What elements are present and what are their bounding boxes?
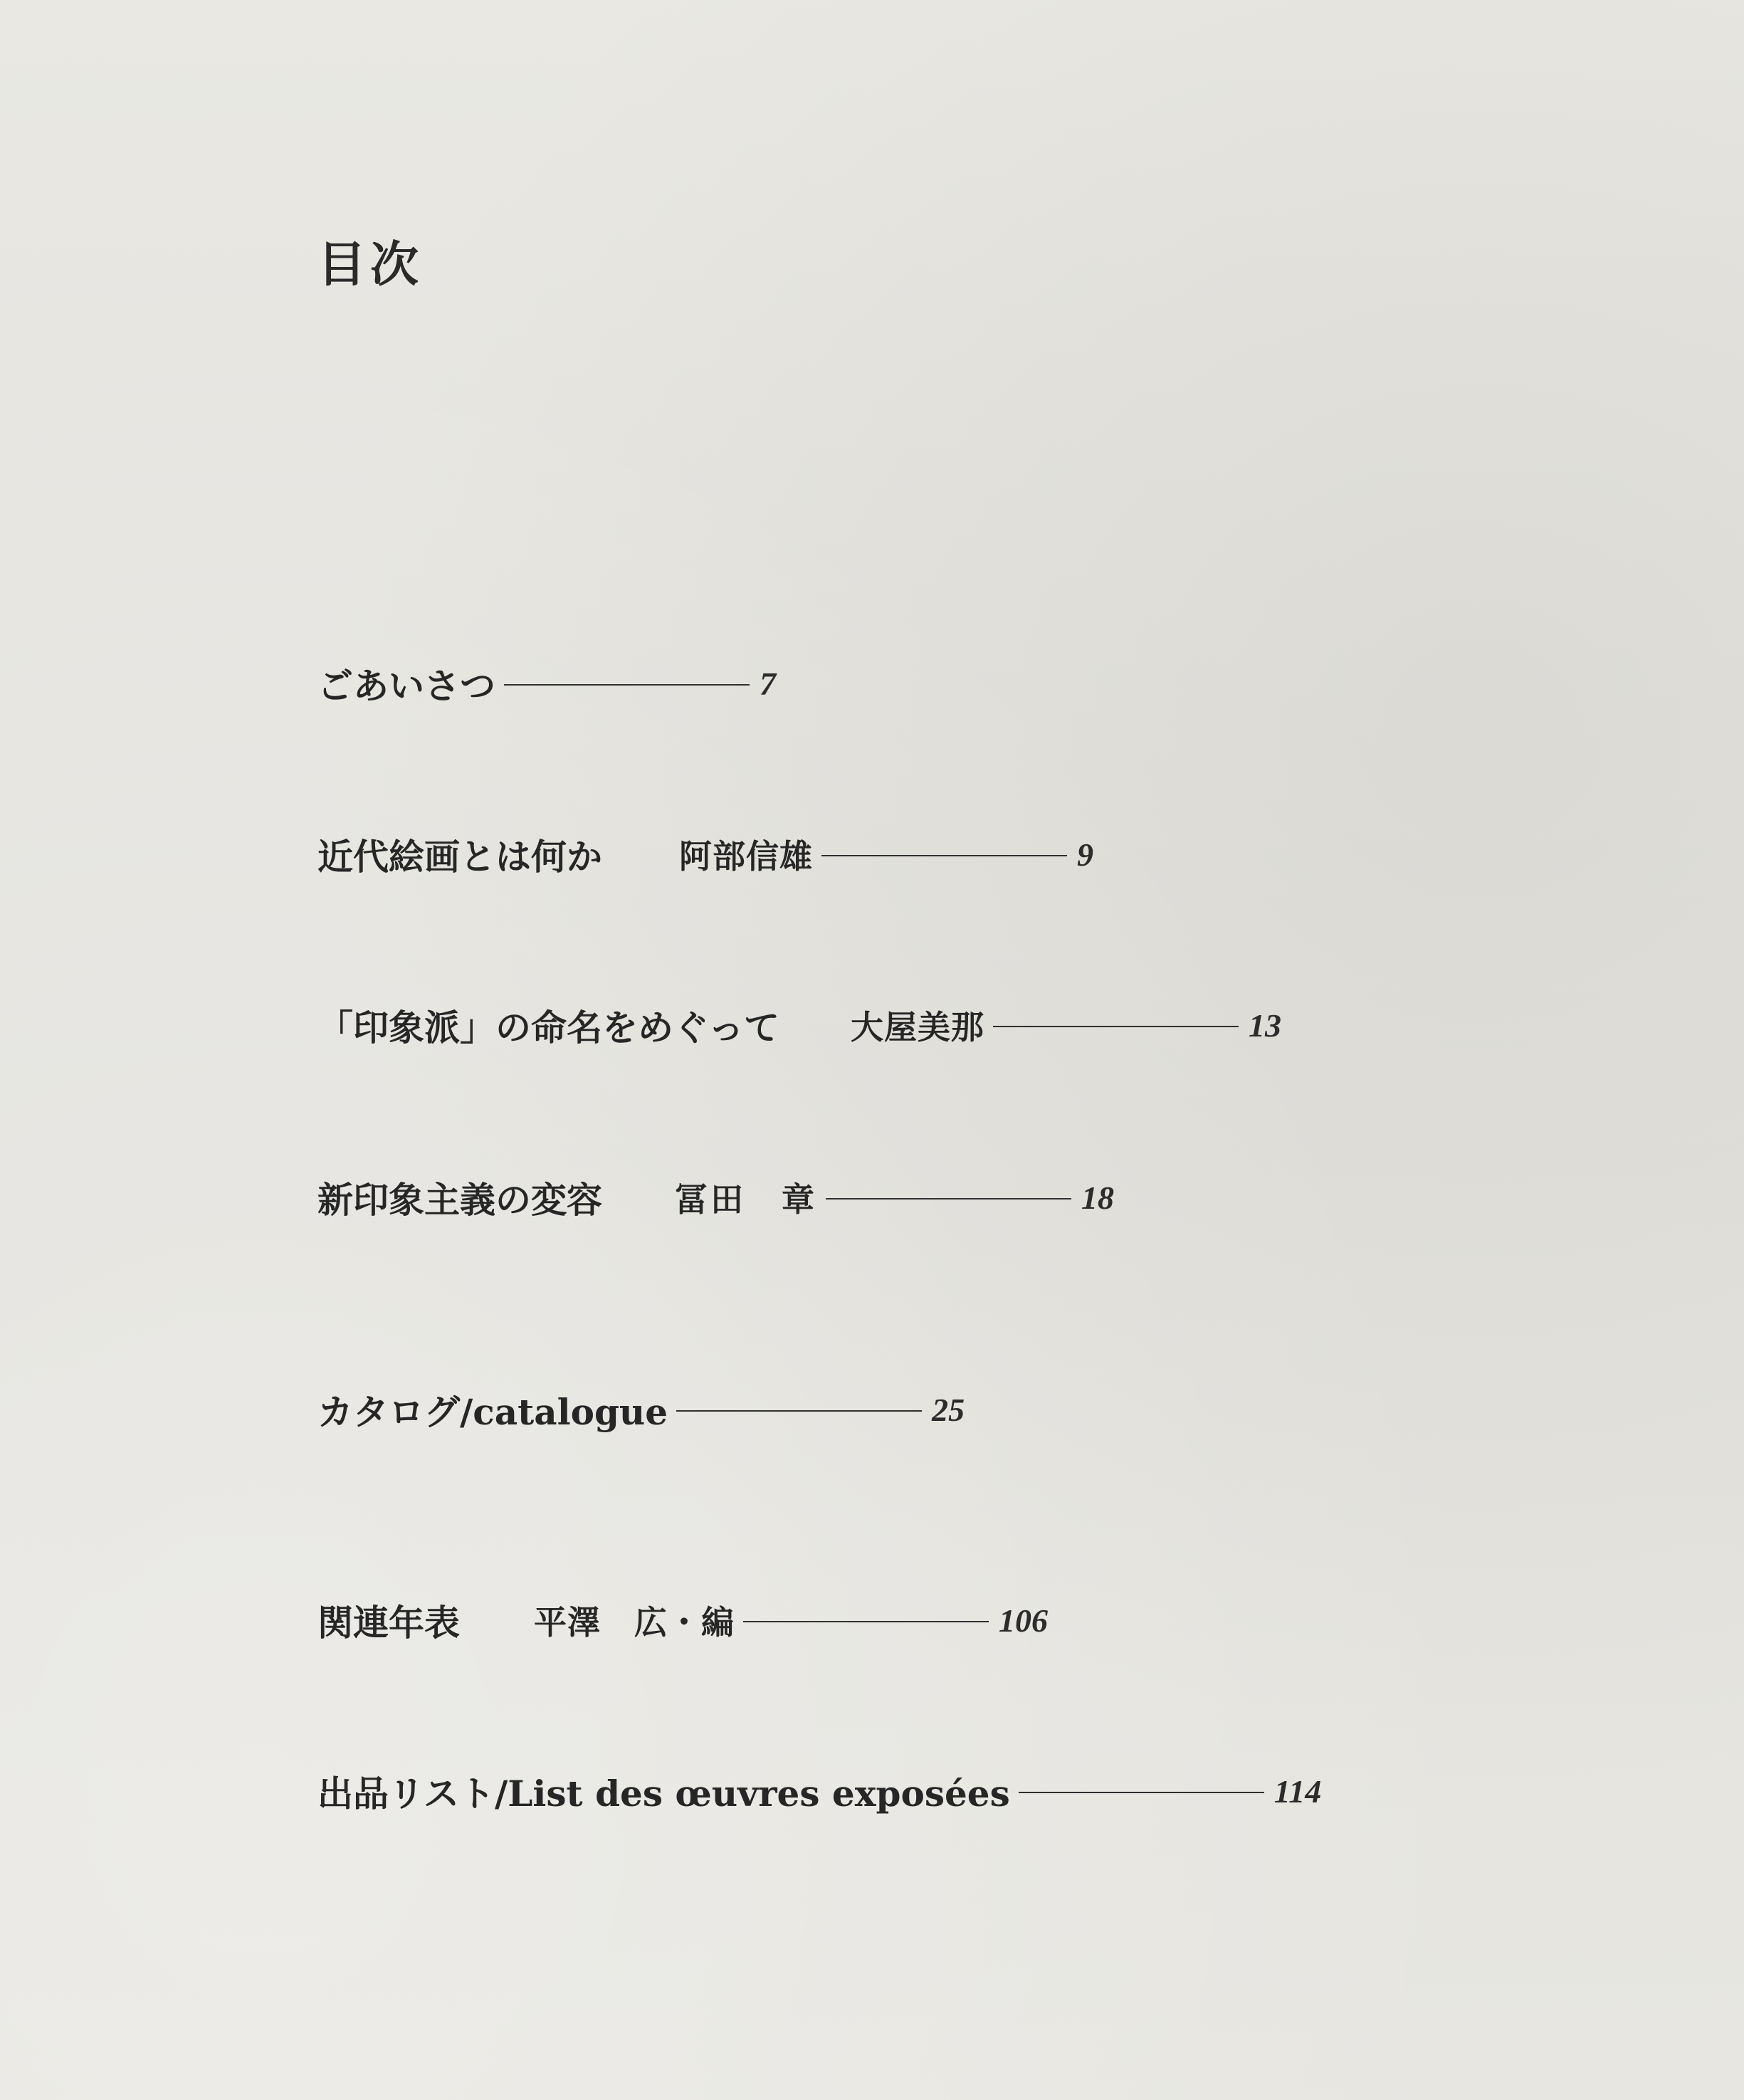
leader-line: [676, 1410, 922, 1412]
toc-entry-title: 出品リスト/List des œuvres exposées: [317, 1773, 1010, 1815]
toc-entry-works-list[interactable]: [317, 1763, 1321, 1820]
toc-page-number: 13: [1249, 1007, 1281, 1044]
toc-entry-neo-impressionism[interactable]: [317, 1169, 1114, 1226]
toc-page-number: 114: [1273, 1773, 1322, 1810]
leader-line: [826, 1198, 1071, 1199]
toc-entry-title: 新印象主義の変容: [317, 1179, 602, 1221]
toc-entry-chronology[interactable]: [317, 1592, 1048, 1649]
toc-page-number: 106: [999, 1602, 1048, 1639]
toc-entry-author: 阿部信雄: [679, 837, 813, 876]
leader-line: [1019, 1792, 1264, 1793]
toc-entry-author: 大屋美那: [851, 1008, 984, 1046]
page-title: 目次: [317, 236, 424, 293]
leader-line: [993, 1026, 1239, 1027]
toc-page-number: 7: [760, 665, 776, 702]
toc-entry-title: 近代絵画とは何か: [317, 836, 602, 878]
toc-entry-title: ごあいさつ: [317, 665, 495, 707]
toc-page-number: 18: [1081, 1179, 1114, 1216]
toc-entry-impressionism-naming[interactable]: [317, 997, 1281, 1054]
toc-entry-modern-painting[interactable]: [317, 826, 1093, 883]
toc-entry-greeting[interactable]: [317, 655, 776, 712]
leader-line: [821, 855, 1067, 856]
toc-entry-title: カタログ/catalogue: [317, 1391, 668, 1433]
toc-page-number: 9: [1077, 836, 1093, 873]
toc-page-number: 25: [932, 1391, 965, 1428]
toc-entry-author: 冨田 章: [675, 1180, 817, 1219]
toc-entry-author: 平澤 広・編: [534, 1603, 735, 1642]
toc-entry-catalogue[interactable]: [317, 1381, 965, 1438]
leader-line: [504, 684, 750, 686]
toc-entry-title: 「印象派」の命名をめぐって: [317, 1007, 779, 1049]
toc-entry-title: 関連年表: [317, 1602, 460, 1644]
leader-line: [743, 1621, 989, 1622]
